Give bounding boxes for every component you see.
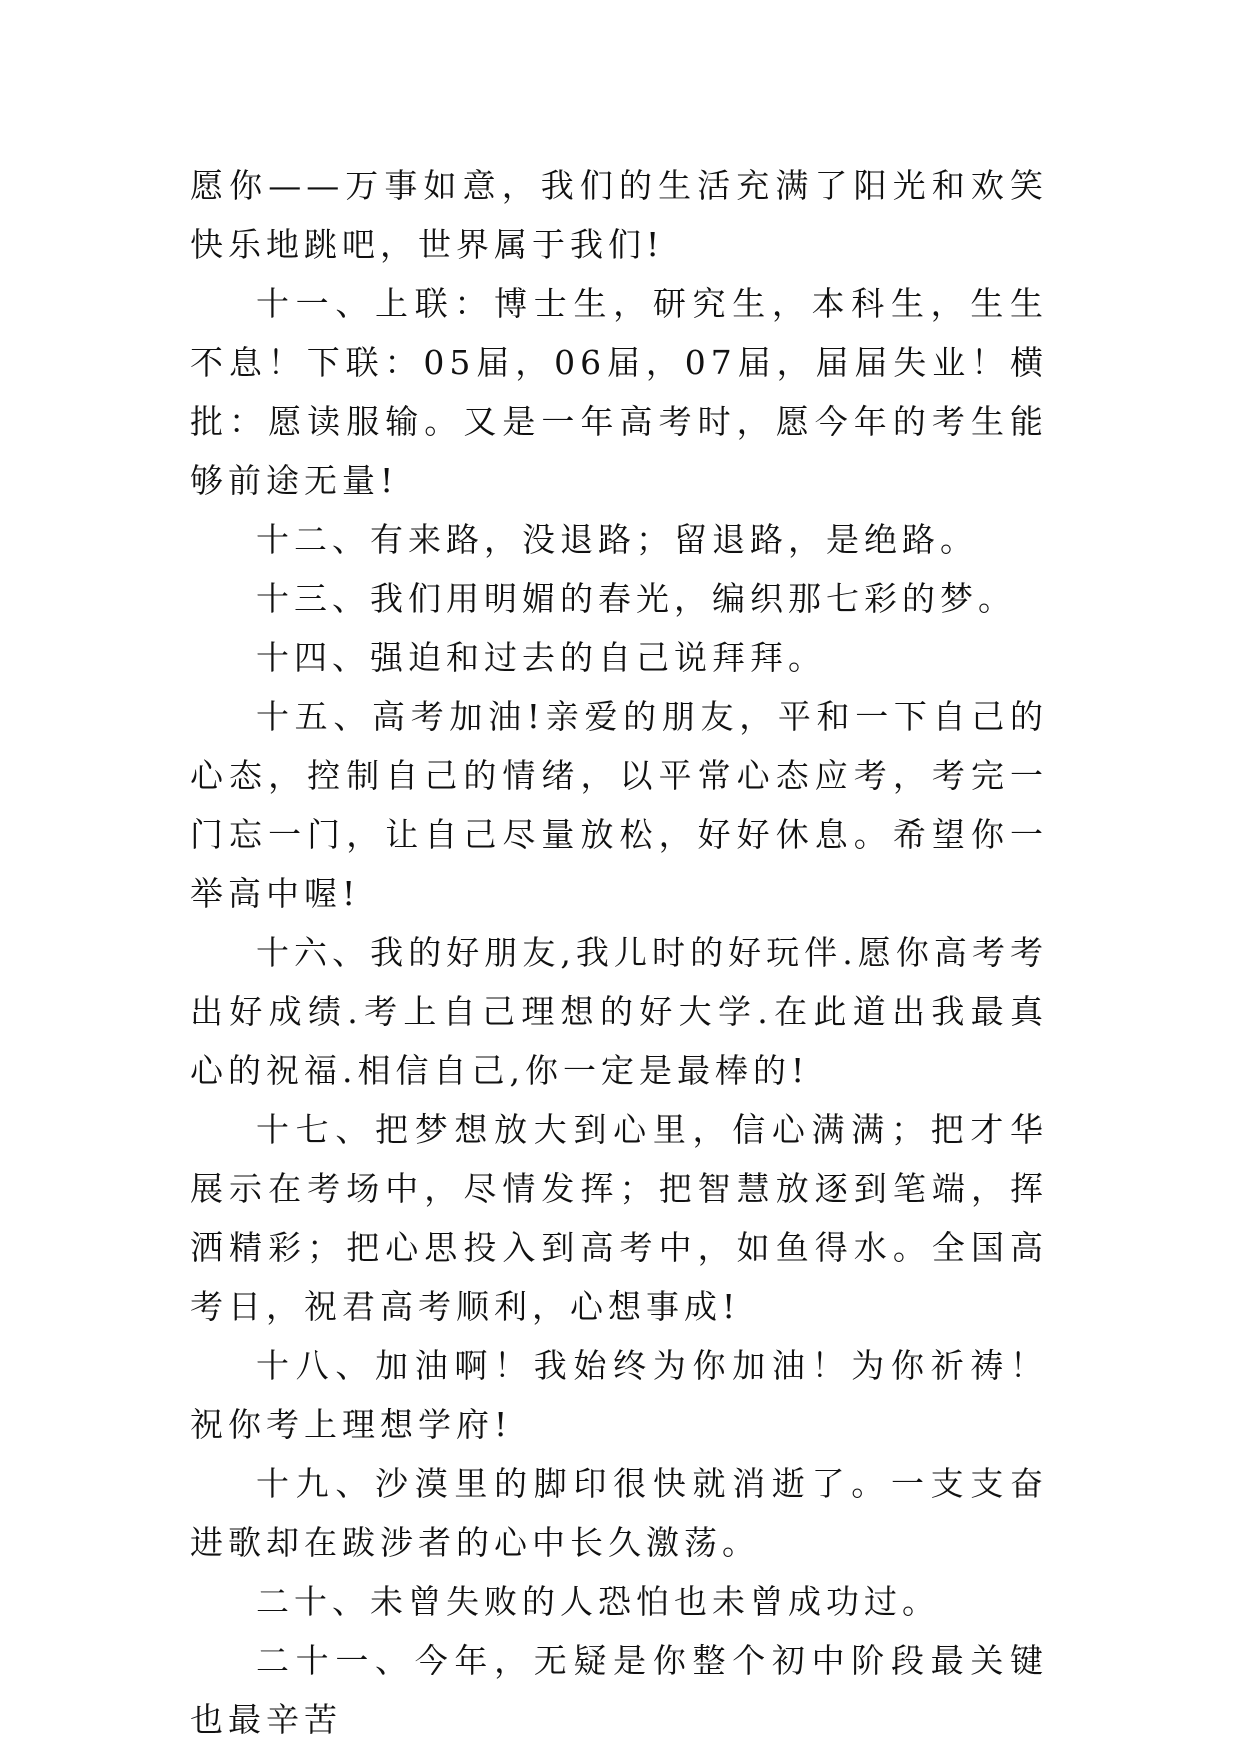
paragraph: 十七、把梦想放大到心里，信心满满；把才华展示在考场中，尽情发挥；把智慧放逐到笔端，挥洒精彩；把心思投入到高考中，如鱼得水。全国高考日，祝君高考顺利，心想事成! <box>190 1110 1048 1326</box>
paragraph: 十八、加油啊！我始终为你加油！为你祈祷！祝你考上理想学府! <box>190 1346 1048 1444</box>
paragraph: 二十、未曾失败的人恐怕也未曾成功过。 <box>256 1582 940 1621</box>
document-body <box>190 156 1048 1749</box>
paragraph: 十四、强迫和过去的自己说拜拜。 <box>256 638 826 677</box>
paragraph: 十一、上联：博士生，研究生，本科生，生生不息！下联：05届，06届，07届，届届失业！横批：愿读服输。又是一年高考时，愿今年的考生能够前途无量! <box>190 284 1048 500</box>
paragraph: 十五、高考加油!亲爱的朋友，平和一下自己的心态，控制自己的情绪，以平常心态应考，考完一门忘一门，让自己尽量放松，好好休息。希望你一举高中喔! <box>190 697 1048 913</box>
paragraph: 十六、我的好朋友,我儿时的好玩伴.愿你高考考出好成绩.考上自己理想的好大学.在此道出我最真心的祝福.相信自己,你一定是最棒的! <box>190 933 1048 1090</box>
paragraph: 二十一、今年，无疑是你整个初中阶段最关键也最辛苦 <box>190 1641 1048 1739</box>
paragraph: 十三、我们用明媚的春光，编织那七彩的梦。 <box>256 579 1016 618</box>
paragraph: 十二、有来路，没退路；留退路，是绝路。 <box>256 520 978 559</box>
paragraph: 十九、沙漠里的脚印很快就消逝了。一支支奋进歌却在跋涉者的心中长久激荡。 <box>190 1464 1048 1562</box>
paragraph: 愿你——万事如意，我们的生活充满了阳光和欢笑快乐地跳吧，世界属于我们! <box>190 166 1048 264</box>
